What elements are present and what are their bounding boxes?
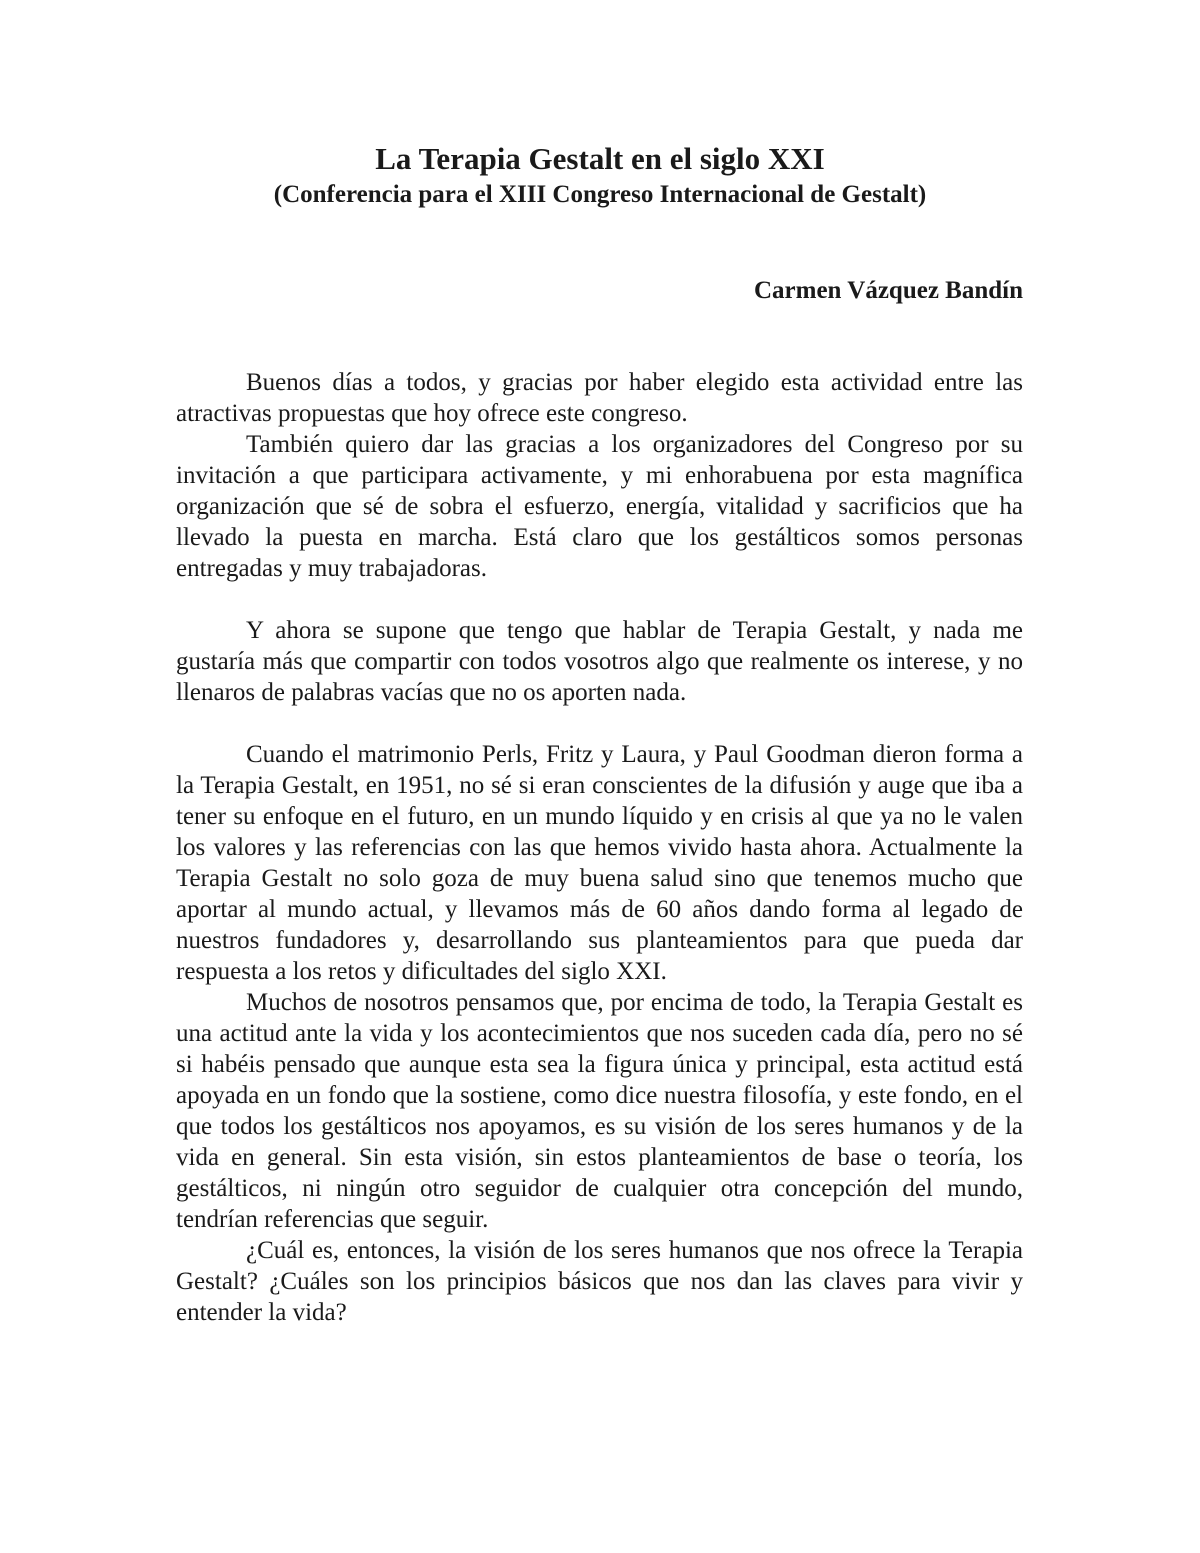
document-title: La Terapia Gestalt en el siglo XXI — [375, 141, 825, 176]
paragraph-greeting: Buenos días a todos, y gracias por haber elegido esta actividad entre las atractivas propuestas que hoy ofrece este congreso. — [176, 369, 1023, 427]
paragraph-gap — [176, 584, 1023, 615]
paragraph-question: ¿Cuál es, entonces, la visión de los seres humanos que nos ofrece la Terapia Gestalt? ¿Cuáles son los principios básicos que nos dan las claves para vivir y entender la vida? — [176, 1237, 1023, 1326]
paragraph-attitude: Muchos de nosotros pensamos que, por encima de todo, la Terapia Gestalt es una actitud ante la vida y los acontecimientos que nos suceden cada día, pero no sé si habéis pensado que aunque esta sea la figura única y principal, esta actitud está apoyada en un fondo que la sostiene, como dice nuestra filosofía, y este fondo, en el que todos los gestálticos nos apoyamos, es su visión de los seres humanos y de la vida en general. Sin esta visión, sin estos planteamientos de base o teoría, los gestálticos, ni ningún otro seguidor de cualquier otra concepción del mundo, tendrían referencias que seguir. — [176, 989, 1023, 1233]
paragraph-intro: Y ahora se supone que tengo que hablar de Terapia Gestalt, y nada me gustaría más que compartir con todos vosotros algo que realmente os interese, y no llenaros de palabras vacías que no os aporten nada. — [176, 617, 1023, 706]
document-body — [176, 367, 1023, 1328]
paragraph-gap — [176, 708, 1023, 739]
paragraph-thanks: También quiero dar las gracias a los organizadores del Congreso por su invitación a que participara activamente, y mi enhorabuena por esta magnífica organización que sé de sobra el esfuerzo, energía, vitalidad y sacrificios que ha llevado la puesta en marcha. Está claro que los gestálticos somos personas entregadas y muy trabajadoras. — [176, 431, 1023, 582]
document-subtitle: (Conferencia para el XIII Congreso Internacional de Gestalt) — [273, 181, 927, 208]
paragraph-history: Cuando el matrimonio Perls, Fritz y Laura, y Paul Goodman dieron forma a la Terapia Gestalt, en 1951, no sé si eran conscientes de la difusión y auge que iba a tener su enfoque en el futuro, en un mundo líquido y en crisis al que ya no le valen los valores y las referencias con las que hemos vivido hasta ahora. Actualmente la Terapia Gestalt no solo goza de muy buena salud sino que tenemos mucho que aportar al mundo actual, y llevamos más de 60 años dando forma al legado de nuestros fundadores y, desarrollando sus planteamientos para que pueda dar respuesta a los retos y dificultades del siglo XXI. — [176, 741, 1023, 985]
document-author: Carmen Vázquez Bandín — [753, 277, 1023, 304]
